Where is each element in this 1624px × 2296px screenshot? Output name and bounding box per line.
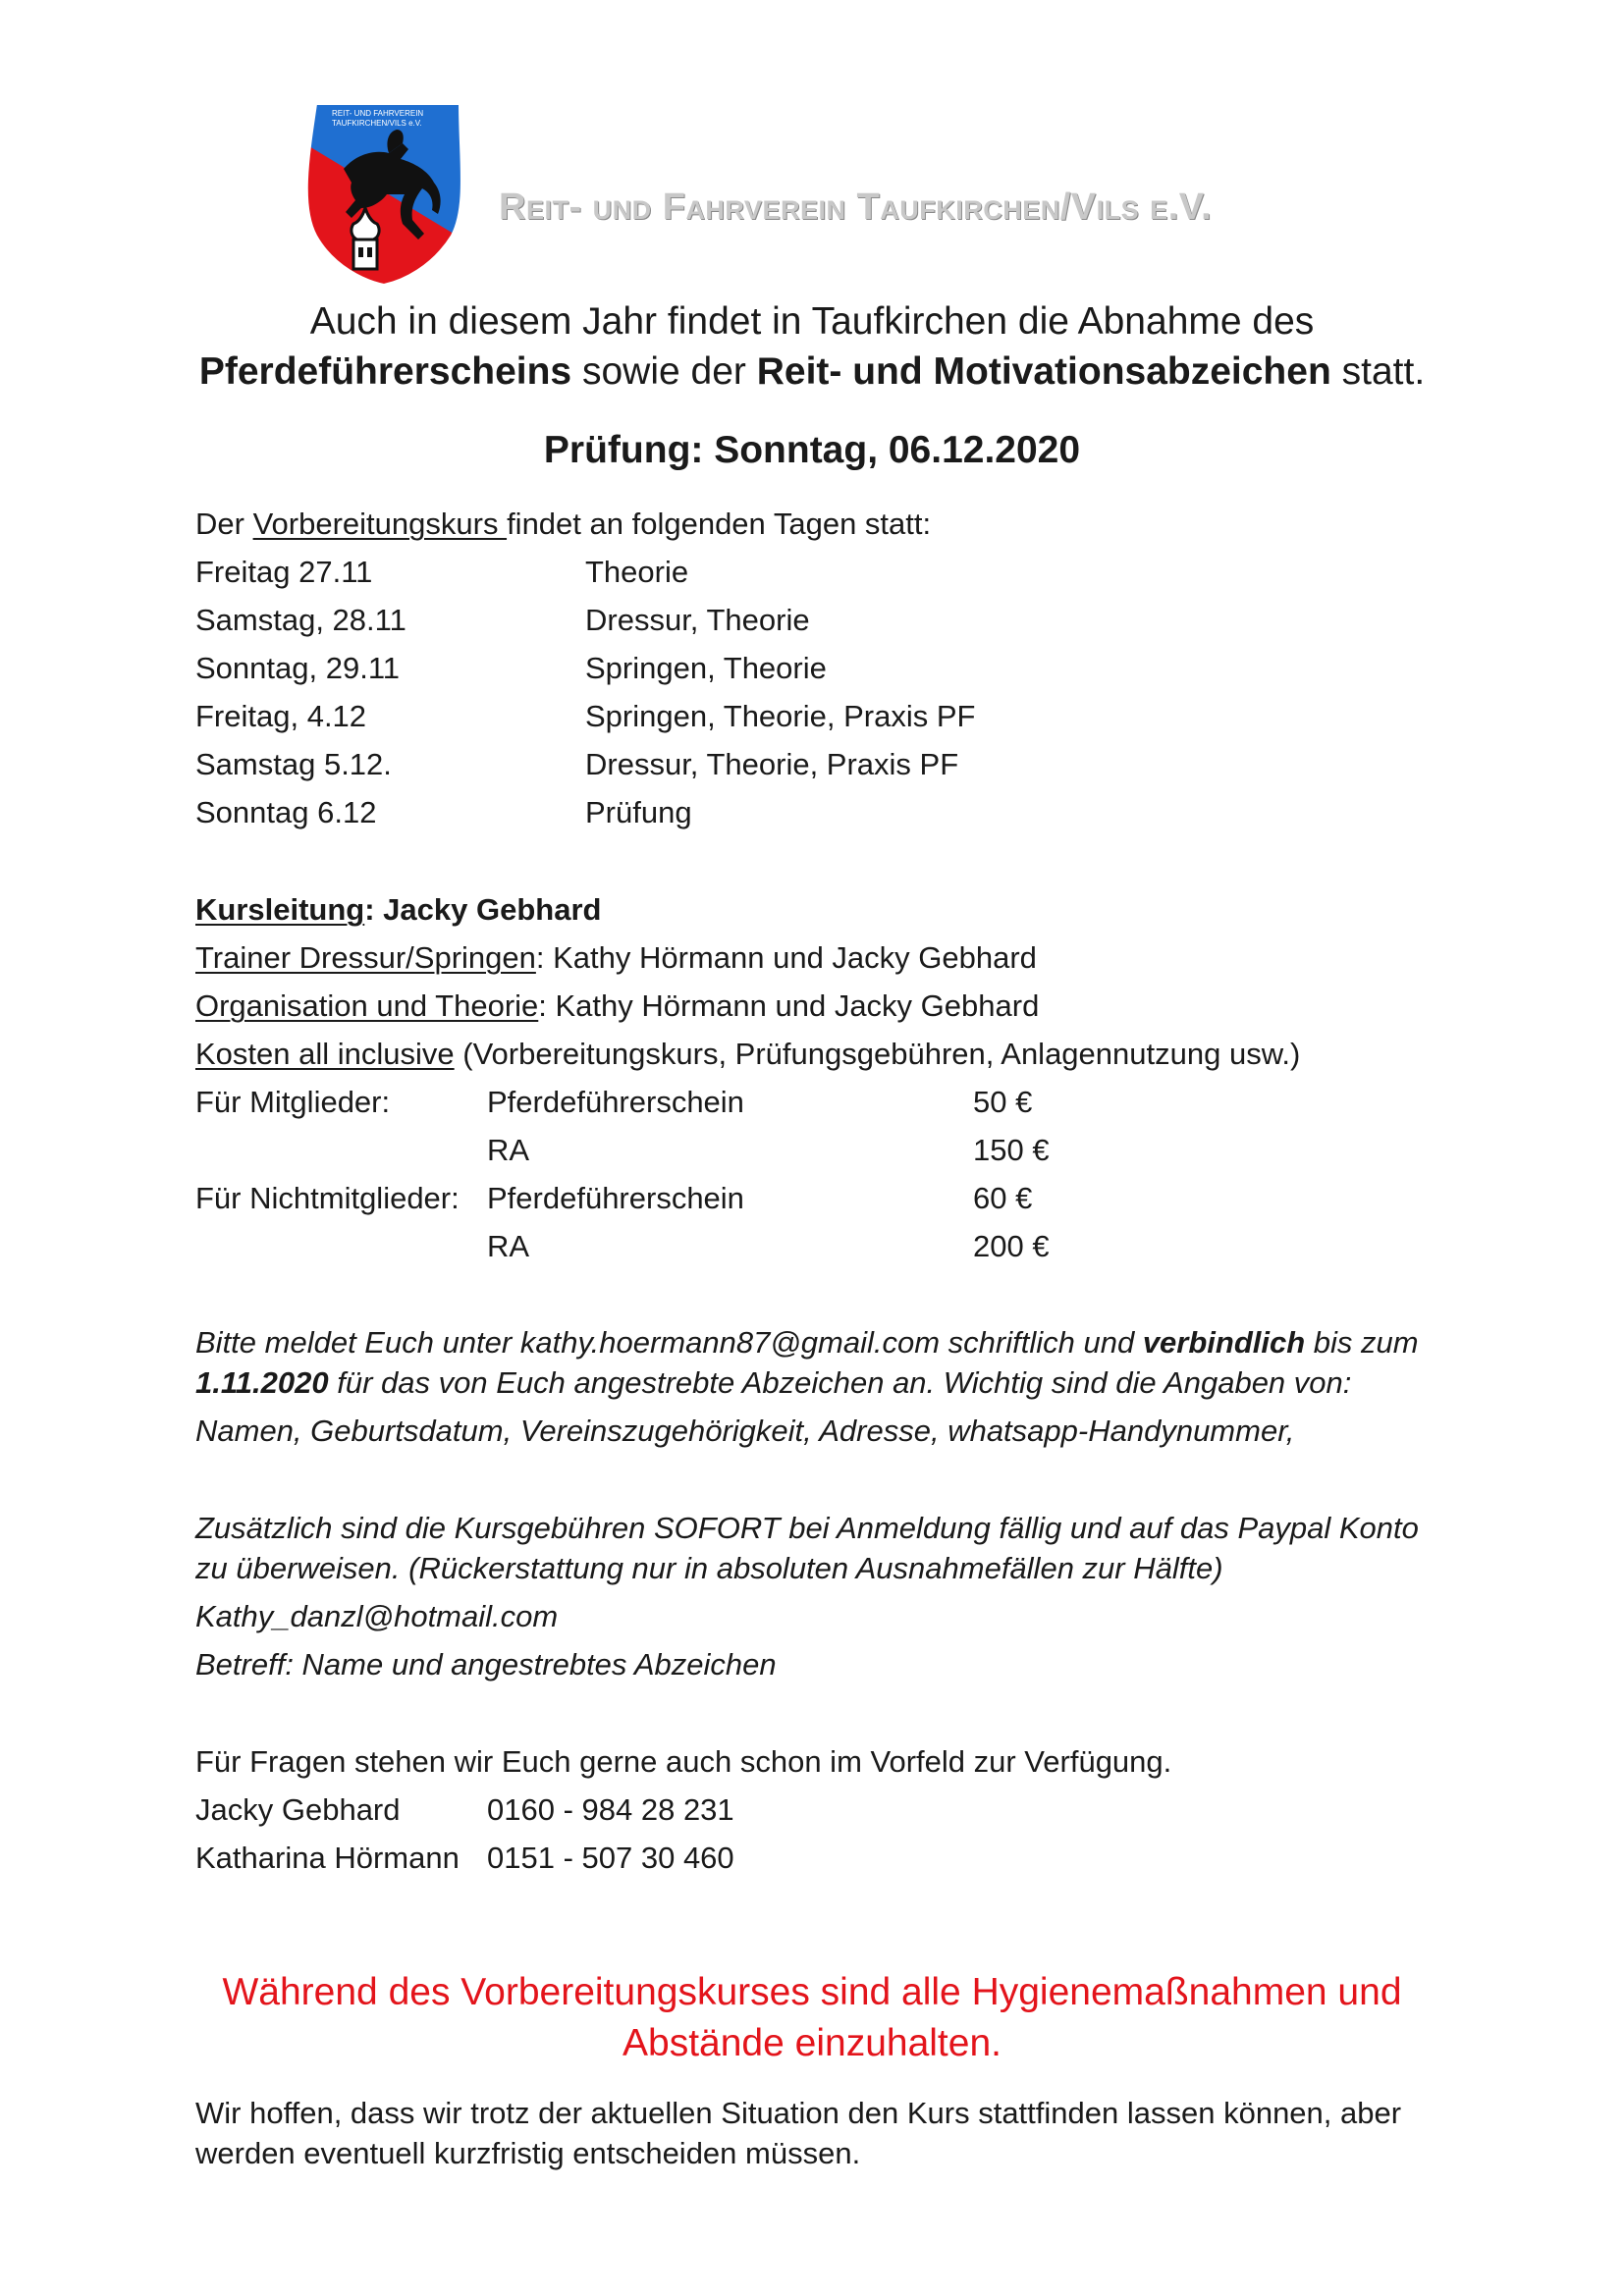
registration-deadline: 1.11.2020 [195, 1365, 329, 1400]
price-group: Für Nichtmitglieder: [195, 1181, 460, 1215]
intro-bold-license: Pferdeführerscheins [198, 350, 572, 393]
schedule-day: Freitag, 4.12 [195, 699, 367, 733]
payment-line-1: Zusätzlich sind die Kursgebühren SOFORT bei Anmeldung fällig und auf das Paypal Konto [195, 1511, 1419, 1545]
cost-value: (Vorbereitungskurs, Prüfungsgebühren, Anlagennutzung usw.) [454, 1037, 1301, 1071]
payment-subject: Betreff: Name und angestrebtes Abzeichen [195, 1647, 777, 1682]
registration-line-2 [195, 1363, 1351, 1403]
price-item: Pferdeführerschein [487, 1181, 744, 1215]
schedule-day: Samstag 5.12. [195, 747, 392, 781]
hygiene-notice-line-2: Abstände einzuhalten. [623, 2022, 1001, 2064]
price-amount: 60 € [973, 1181, 1033, 1215]
club-crest-icon [295, 98, 473, 287]
intro-line-1 [0, 297, 1624, 347]
intro-line-2 [0, 347, 1624, 397]
contact-name: Jacky Gebhard [195, 1792, 401, 1827]
trainer-line [195, 938, 1037, 978]
course-lead-label: Kursleitung [195, 892, 365, 927]
closing-line-1: Wir hoffen, dass wir trotz der aktuellen Situation den Kurs stattfinden lassen können, aber [195, 2096, 1402, 2130]
schedule-intro-post: findet an folgenden Tagen statt: [507, 507, 932, 541]
schedule-topic: Dressur, Theorie [585, 603, 810, 637]
payment-line-2: zu überweisen. (Rückerstattung nur in absoluten Ausnahmefällen zur Hälfte) [195, 1551, 1223, 1585]
schedule-topic: Prüfung [585, 795, 692, 829]
cost-line [195, 1035, 1300, 1074]
course-lead [195, 890, 601, 930]
club-name: Reit- und Fahrverein Taufkirchen/Vils e.V. [499, 187, 1213, 228]
contact-phone: 0151 - 507 30 460 [487, 1841, 734, 1875]
course-lead-value: : Jacky Gebhard [364, 892, 602, 927]
intro-text: Auch in diesem Jahr findet in Taufkirchen die Abnahme des [309, 300, 1315, 343]
price-item: Pferdeführerschein [487, 1085, 744, 1119]
logo-text-line1: REIT- UND FAHRVEREIN [332, 109, 424, 118]
registration-line-1 [195, 1323, 1419, 1362]
organisation-value: : Kathy Hörmann und Jacky Gebhard [538, 988, 1040, 1023]
cost-label: Kosten all inclusive [195, 1037, 455, 1071]
schedule-row [195, 553, 372, 592]
price-amount: 150 € [973, 1133, 1050, 1167]
contact-name: Katharina Hörmann [195, 1841, 460, 1875]
closing-line-2: werden eventuell kurzfristig entscheiden müssen. [195, 2136, 861, 2170]
schedule-topic: Theorie [585, 555, 689, 589]
intro-bold-badges: Reit- und Motivationsabzeichen [756, 350, 1331, 393]
hygiene-notice-line-1: Während des Vorbereitungskurses sind alle Hygienemaßnahmen und [222, 1971, 1402, 2013]
price-item: RA [487, 1133, 530, 1167]
schedule-row [195, 601, 406, 640]
schedule-row [195, 697, 366, 736]
intro-end: statt. [1330, 350, 1426, 393]
schedule-row [195, 745, 392, 784]
schedule-day: Freitag 27.11 [195, 555, 373, 589]
schedule-topic: Dressur, Theorie, Praxis PF [585, 747, 959, 781]
schedule-row [195, 649, 400, 688]
logo-text-line2: TAUFKIRCHEN/VILS e.V. [332, 119, 422, 128]
trainer-label: Trainer Dressur/Springen [195, 940, 536, 975]
contact-intro: Für Fragen stehen wir Euch gerne auch schon im Vorfeld zur Verfügung. [195, 1744, 1172, 1779]
exam-heading: Prüfung: Sonntag, 06.12.2020 [543, 429, 1081, 471]
schedule-intro-pre: Der [195, 507, 253, 541]
schedule-day: Sonntag, 29.11 [195, 651, 400, 685]
schedule-day: Sonntag 6.12 [195, 795, 377, 829]
organisation-line [195, 987, 1039, 1026]
schedule-topic: Springen, Theorie, Praxis PF [585, 699, 976, 733]
registration-text-2: für das von Euch angestrebte Abzeichen an. Wichtig sind die Angaben von: [328, 1365, 1352, 1400]
paypal-account: Kathy_danzl@hotmail.com [195, 1599, 559, 1633]
schedule-row [195, 793, 376, 832]
price-amount: 200 € [973, 1229, 1050, 1263]
price-item: RA [487, 1229, 530, 1263]
price-amount: 50 € [973, 1085, 1033, 1119]
organisation-label: Organisation und Theorie [195, 988, 539, 1023]
registration-line-3: Namen, Geburtsdatum, Vereinszugehörigkeit, Adresse, whatsapp-Handynummer, [195, 1414, 1295, 1448]
club-logo [295, 98, 473, 287]
schedule-topic: Springen, Theorie [585, 651, 827, 685]
contact-phone: 0160 - 984 28 231 [487, 1792, 734, 1827]
intro-middle: sowie der [571, 350, 757, 393]
registration-end: bis zum [1305, 1325, 1419, 1360]
trainer-value: : Kathy Hörmann und Jacky Gebhard [535, 940, 1037, 975]
registration-binding: verbindlich [1142, 1325, 1306, 1360]
schedule-day: Samstag, 28.11 [195, 603, 406, 637]
price-group: Für Mitglieder: [195, 1085, 391, 1119]
registration-text: Bitte meldet Euch unter kathy.hoermann87@gmail.com schriftlich und [195, 1325, 1143, 1360]
schedule-intro [195, 505, 931, 544]
schedule-intro-course: Vorbereitungskurs [252, 507, 508, 541]
